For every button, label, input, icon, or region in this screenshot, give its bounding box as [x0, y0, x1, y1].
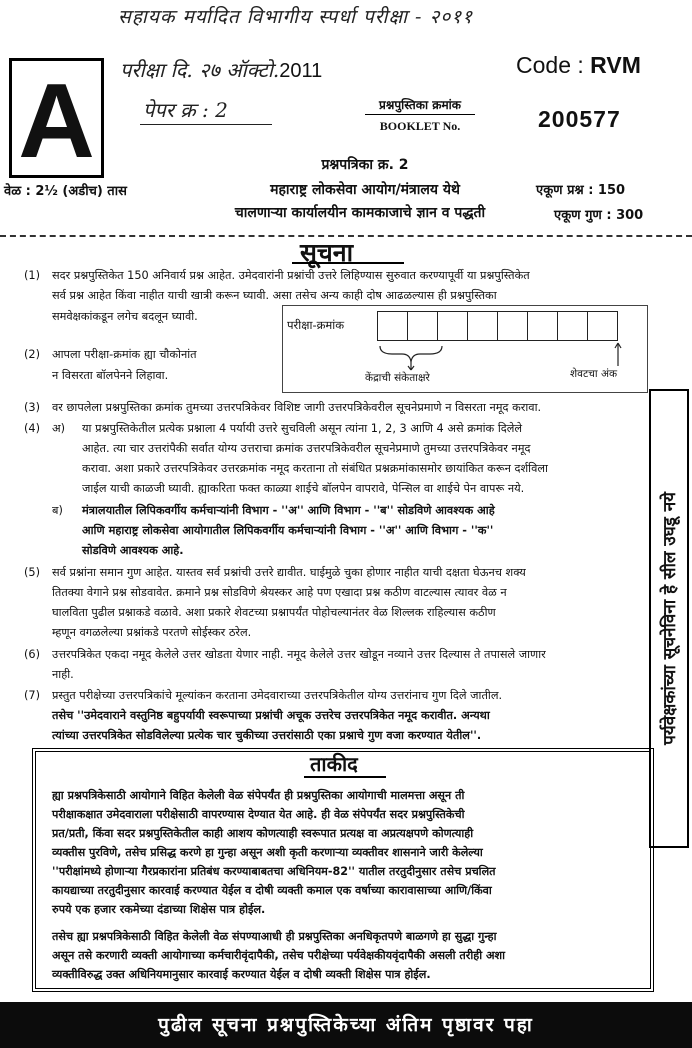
exam-date	[120, 56, 322, 83]
instruction-1-line-2: सर्व प्रश्न आहेत किंवा नाहीत याची खात्री करून घ्यावी. असा तसेच अन्य काही दोष आढळल्यास ही प्रश्नपुस्तिका	[52, 289, 497, 302]
warning-p1-line-3: प्रत/प्रती, किंवा सदर प्रश्नपुस्तिकेतील काही आशय कोणत्याही स्वरूपात प्रत्यक्ष वा अप्रत्यक्षपणे कोणत्याही	[52, 827, 474, 840]
instruction-2-line-2: न विसरता बॉलपेनने लिहावा.	[52, 369, 169, 382]
roll-cell[interactable]	[497, 311, 528, 341]
instruction-1-number: (1)	[24, 269, 41, 282]
instruction-4b-line-3: सोडविणे आवश्यक आहे.	[82, 544, 184, 557]
roll-cell[interactable]	[407, 311, 438, 341]
instruction-4b-marker: ब)	[52, 504, 63, 517]
booklet-series-letter: A	[9, 58, 104, 178]
instruction-7-line-1: प्रस्तुत परीक्षेच्या उत्तरपत्रिकांचे मूल्यांकन करताना उमेदवाराच्या उत्तरपत्रिकेतील योग्य उत्तरांनाच गुण दिले जातील.	[52, 689, 503, 702]
roll-cell[interactable]	[377, 311, 408, 341]
instruction-1-line-1: सदर प्रश्नपुस्तिकेत 150 अनिवार्य प्रश्न आहेत. उमेदवारांनी प्रश्नांची उत्तरे लिहिण्यास सुरुवात करण्यापूर्वी या प्रश्नपुस्तिकेत	[52, 269, 530, 282]
booklet-label-en: BOOKLET No.	[379, 119, 461, 133]
subject-title: चालणाऱ्या कार्यालयीन कामकाजाचे ज्ञान व पद्धती	[234, 205, 486, 221]
centre-code-label: केंद्राची संकेताक्षरे	[365, 372, 430, 384]
roll-number-cells[interactable]	[378, 311, 618, 341]
seal-warning-text: पर्यवेक्षकांच्या सूचनेविना हे सील उघडू नये	[659, 492, 680, 745]
warning-p1-line-1: ह्या प्रश्नपत्रिकेसाठी आयोगाने विहित केलेली वेळ संपेपर्यंत ही प्रश्नपुस्तिका आयोगाची मालमत्ता असून ती	[52, 789, 465, 802]
exam-date-year: 2011	[279, 60, 323, 82]
warning-p1-line-4: व्यक्तीस पुरविणे, तसेच प्रसिद्ध करणे हा गुन्हा असून अशी कृती करणाऱ्या व्यक्तीवर शासनाने जारी केलेल्या	[52, 846, 483, 859]
instruction-7-line-2: तसेच ''उमेदवाराने वस्तुनिष्ठ बहुपर्यायी स्वरूपाच्या प्रश्नांची अचूक उत्तरेच उत्तरपत्रिकेत नमूद करावीत. अन्यथा	[52, 709, 490, 722]
paper-code	[516, 52, 641, 79]
instruction-2-number: (2)	[24, 348, 41, 361]
instruction-5-line-2: तितक्या वेगाने प्रश्न सोडवावेत. क्रमाने प्रश्न सोडविणे श्रेयस्कर आहे पण एखादा प्रश्न कठीण वाटल्यास त्यावर वेळ न	[52, 586, 507, 599]
exam-duration: वेळ : 2½ (अडीच) तास	[4, 184, 127, 199]
instruction-3-number: (3)	[24, 401, 41, 414]
warning-p2-line-1: तसेच ह्या प्रश्नपत्रिकेसाठी विहित केलेली वेळ संपण्याआधी ही प्रश्नपुस्तिका अनधिकृतपणे बाळगणे हा सुद्धा गुन्हा	[52, 930, 497, 943]
question-paper-number: प्रश्नपत्रिका क्र. 2	[321, 157, 409, 173]
booklet-divider	[365, 114, 475, 115]
code-value: RVM	[590, 52, 641, 78]
booklet-label	[365, 96, 475, 134]
footer-banner: पुढील सूचना प्रश्नपुस्तिकेच्या अंतिम पृष्ठावर पहा	[0, 1002, 692, 1048]
exam-heading: सहायक मर्यादित विभागीय स्पर्धा परीक्षा - २०११	[118, 6, 474, 28]
instruction-6-line-2: नाही.	[52, 668, 74, 681]
seal-warning-box	[649, 389, 689, 848]
instructions-title: सूचना	[300, 238, 354, 267]
instruction-4a-marker: अ)	[52, 422, 66, 435]
warning-p1-line-7: रुपये एक हजार रकमेच्या दंडाच्या शिक्षेस पात्र होईल.	[52, 903, 266, 916]
warning-p1-line-2: परीक्षाकक्षात उमेदवाराला परीक्षेसाठी वापरण्यास देण्यात येत आहे. ही वेळ संपेपर्यंत सदर प्रश्नपुस्तिकेची	[52, 808, 465, 821]
instruction-5-line-3: घालविता पुढील प्रश्नाकडे वळावे. अशा प्रकारे शेवटच्या प्रश्नापर्यंत पोहोचल्यानंतर वेळ शिल्लक राहिल्यास कठीण	[52, 606, 496, 619]
warning-p1-line-6: कायद्याच्या तरतुदीनुसार कारवाई करण्यात येईल व दोषी व्यक्ती कमाल एक वर्षाच्या कारावासाच्या आणि/किंवा	[52, 884, 492, 897]
total-marks: एकूण गुण : 300	[554, 208, 644, 223]
paper-number: पेपर क्र : 2	[143, 98, 228, 122]
instruction-2-line-1: आपला परीक्षा-क्रमांक ह्या चौकोनांत	[52, 348, 197, 361]
instruction-1-line-3: समवेक्षकांकडून लगेच बदलून घ्यावी.	[52, 310, 198, 323]
instructions-title-underline	[292, 262, 404, 264]
instruction-6-line-1: उत्तरपत्रिकेत एकदा नमूद केलेले उत्तर खोडता येणार नाही. नमूद केलेले उत्तर खोडून नव्याने उत्तर दिल्यास ते तपासले जाणार	[52, 648, 546, 661]
roll-cell[interactable]	[587, 311, 618, 341]
code-label: Code :	[516, 52, 591, 78]
instruction-7-line-3: त्यांच्या उत्तरपत्रिकेत सोडविलेल्या प्रत्येक चार चुकीच्या उत्तरांसाठी एका प्रश्नाचे गुण वजा करण्यात येतील''.	[52, 729, 482, 742]
instruction-4a-line-3: करावा. अशा प्रकारे उत्तरपत्रिकेवर उत्तरक्रमांक नमूद करताना तो संबंधित प्रश्नक्रमांकासमोर छायांकित करून दर्शविला	[82, 462, 548, 475]
booklet-number: 200577	[538, 106, 621, 132]
instruction-4b-line-2: आणि महाराष्ट्र लोकसेवा आयोगातील लिपिकवर्गीय कर्मचाऱ्यांनी विभाग - ''अ'' आणि विभाग - ''क''	[82, 524, 494, 537]
paper-underline	[140, 124, 272, 125]
roll-cell[interactable]	[467, 311, 498, 341]
instruction-6-number: (6)	[24, 648, 41, 661]
instruction-4a-line-4: जाईल याची काळजी घ्यावी. ह्याकरिता फक्त काळ्या शाईचे बॉलपेन वापरावे, पेन्सिल वा शाईचे पेन वापरू नये.	[82, 482, 525, 495]
warning-title-underline	[304, 776, 386, 778]
total-questions: एकूण प्रश्न : 150	[536, 183, 626, 198]
roll-number-label: परीक्षा-क्रमांक	[287, 318, 345, 332]
warning-p1-line-5: ''परीक्षांमध्ये होणाऱ्या गैरप्रकारांना प्रतिबंध करण्याबाबतचा अधिनियम-82'' यातील तरतुदीनुसार तसेच प्रचलित	[52, 865, 496, 878]
instruction-4a-line-2: आहेत. त्या चार उत्तरांपैकी सर्वात योग्य उत्तराचा क्रमांक उत्तरपत्रिकेवरील सूचनेप्रमाणे तुमच्या उत्तरपत्रिकेवर नमूद	[82, 442, 531, 455]
instruction-4b-line-1: मंत्रालयातील लिपिकवर्गीय कर्मचाऱ्यांनी विभाग - ''अ'' आणि विभाग - ''ब'' सोडविणे आवश्यक आहे	[82, 504, 495, 517]
instruction-7-number: (7)	[24, 689, 41, 702]
booklet-label-mr: प्रश्नपुस्तिका क्रमांक	[379, 98, 461, 112]
instruction-3-line-1: वर छापलेला प्रश्नपुस्तिका क्रमांक तुमच्या उत्तरपत्रिकेवर विशिष्ट जागी उत्तरपत्रिकेवरील सूचनेप्रमाणे न विसरता नमूद करावा.	[52, 401, 542, 414]
warning-title: ताकीद	[310, 752, 358, 776]
instruction-4a-line-1: या प्रश्नपुस्तिकेतील प्रत्येक प्रश्नाला 4 पर्यायी उत्तरे सुचविली असून त्यांना 1, 2, 3 आणि 4 असे क्रमांक दिलेले	[82, 422, 523, 435]
instruction-5-line-1: सर्व प्रश्नांना समान गुण आहेत. यास्तव सर्व प्रश्नांची उत्तरे द्यावीत. घाईमुळे चुका होणार नाहीत याची दक्षता घेऊनच शक्य	[52, 566, 526, 579]
roll-cell[interactable]	[437, 311, 468, 341]
commission-name: महाराष्ट्र लोकसेवा आयोग/मंत्रालय येथे	[270, 182, 460, 198]
roll-cell[interactable]	[527, 311, 558, 341]
roll-cell[interactable]	[557, 311, 588, 341]
warning-p2-line-2: असून तसे करणारी व्यक्ती आयोगाच्या कर्मचारीवृंदापैकी, तसेच परीक्षेच्या पर्यवेक्षकीयवृंदापैकी असली तरीही अशा	[52, 949, 506, 962]
exam-date-label: परीक्षा दि. २७ ऑक्टो.	[120, 58, 280, 82]
warning-p2-line-3: व्यक्तीविरुद्ध उक्त अधिनियमानुसार कारवाई करण्यात येईल व दोषी व्यक्ती शिक्षेस पात्र होईल.	[52, 968, 431, 981]
instruction-5-number: (5)	[24, 566, 41, 579]
instruction-4-number: (4)	[24, 422, 41, 435]
last-digit-label: शेवटचा अंक	[570, 368, 618, 380]
instruction-5-line-4: म्हणून वगळलेल्या प्रश्नांकडे परतणे सोईस्कर ठरेल.	[52, 626, 252, 639]
